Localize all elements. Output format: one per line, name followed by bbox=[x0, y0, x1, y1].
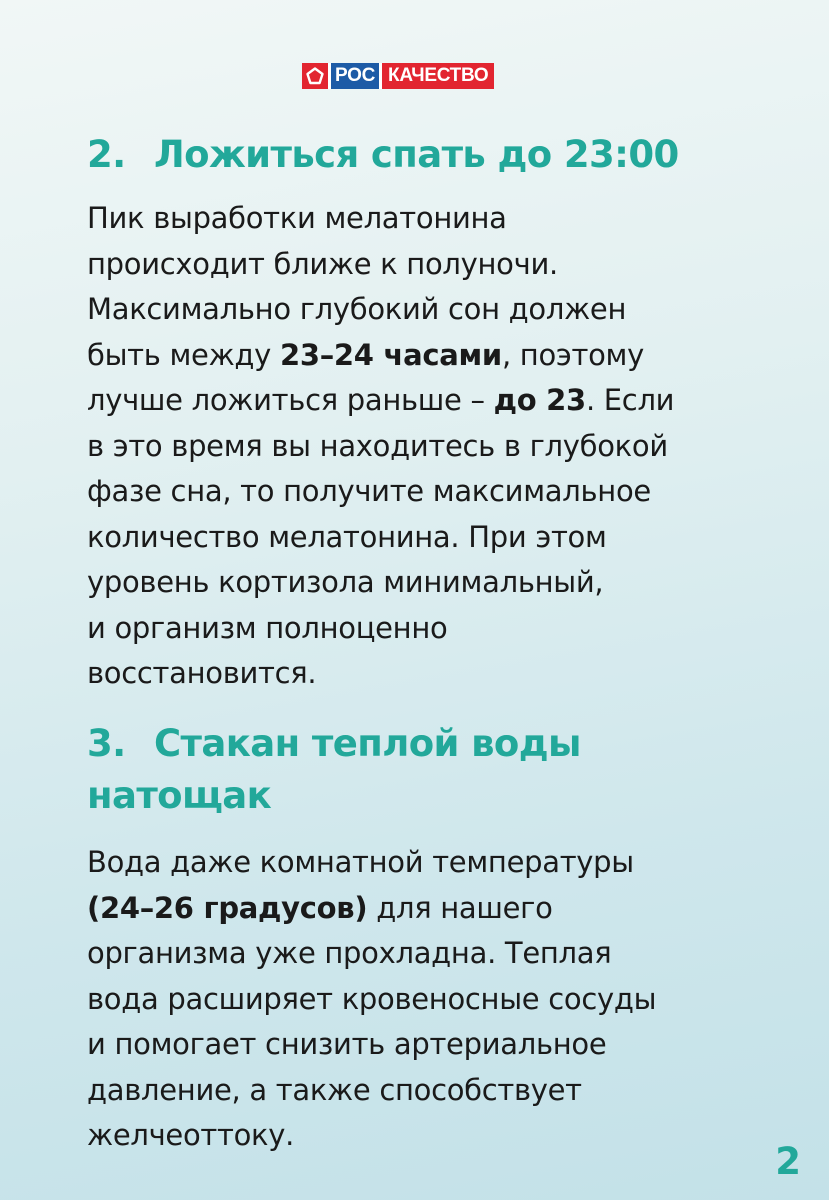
text-run: фазе сна, то получите максимальное bbox=[87, 474, 651, 508]
section-2-number: 2. bbox=[87, 133, 126, 176]
text-line bbox=[87, 469, 747, 515]
text-run: желчеоттоку. bbox=[87, 1118, 295, 1152]
text-run: вода расширяет кровеносные сосуды bbox=[87, 981, 657, 1016]
text-run: давление, а также способствует bbox=[87, 1072, 582, 1107]
text-line bbox=[87, 287, 747, 333]
section-3-body bbox=[87, 840, 747, 1159]
text-line bbox=[87, 424, 747, 470]
text-run: уровень кортизола минимальный, bbox=[87, 565, 604, 599]
pentagon-icon bbox=[302, 63, 328, 89]
text-run: происходит ближе к полуночи. bbox=[87, 246, 558, 281]
text-line bbox=[87, 1113, 747, 1159]
text-line bbox=[87, 515, 747, 561]
text-run: , поэтому bbox=[501, 337, 644, 372]
text-run: Максимально глубокий сон должен bbox=[87, 292, 627, 326]
text-run: лучше ложиться раньше – bbox=[87, 383, 494, 417]
text-line bbox=[87, 931, 747, 977]
text-line bbox=[87, 333, 747, 379]
text-run: . Если bbox=[585, 383, 675, 417]
text-line bbox=[87, 1068, 747, 1114]
section-3-heading bbox=[87, 718, 581, 822]
text-line bbox=[87, 196, 747, 242]
page-number: 2 bbox=[775, 1140, 801, 1183]
text-line bbox=[87, 886, 747, 932]
text-run: Вода даже комнатной температуры bbox=[87, 845, 634, 879]
text-run: и организм полноценно bbox=[87, 610, 448, 645]
section-2-title: Ложиться спать до 23:00 bbox=[154, 133, 679, 176]
text-run: в это время вы находитесь в глубокой bbox=[87, 428, 668, 463]
section-2-body bbox=[87, 196, 747, 697]
text-line bbox=[87, 651, 747, 697]
text-line bbox=[87, 840, 747, 886]
text-run: количество мелатонина. При этом bbox=[87, 519, 607, 554]
text-line bbox=[87, 378, 747, 424]
section-2-heading bbox=[87, 129, 679, 181]
section-3-title-line1: Стакан теплой воды bbox=[154, 722, 581, 765]
text-run: восстановится. bbox=[87, 656, 317, 690]
text-line bbox=[87, 242, 747, 288]
logo-text-kachestvo: КАЧЕСТВО bbox=[382, 63, 494, 89]
text-line bbox=[87, 1022, 747, 1068]
logo-text-ros: РОС bbox=[331, 63, 379, 89]
section-3-number: 3. bbox=[87, 722, 126, 765]
text-line bbox=[87, 977, 747, 1023]
bold-text: (24–26 градусов) bbox=[87, 890, 368, 925]
text-line bbox=[87, 560, 747, 606]
bold-text: до 23 bbox=[493, 383, 586, 417]
roskachestvo-logo bbox=[302, 63, 494, 89]
text-run: для нашего bbox=[367, 890, 553, 925]
bold-text: 23–24 часами bbox=[279, 337, 502, 372]
text-run: быть между bbox=[87, 337, 280, 372]
text-run: и помогает снизить артериальное bbox=[87, 1027, 607, 1061]
text-run: Пик выработки мелатонина bbox=[87, 201, 507, 235]
section-3-title-line2: натощак bbox=[87, 774, 272, 817]
text-run: организма уже прохладна. Теплая bbox=[87, 936, 612, 970]
text-line bbox=[87, 606, 747, 652]
